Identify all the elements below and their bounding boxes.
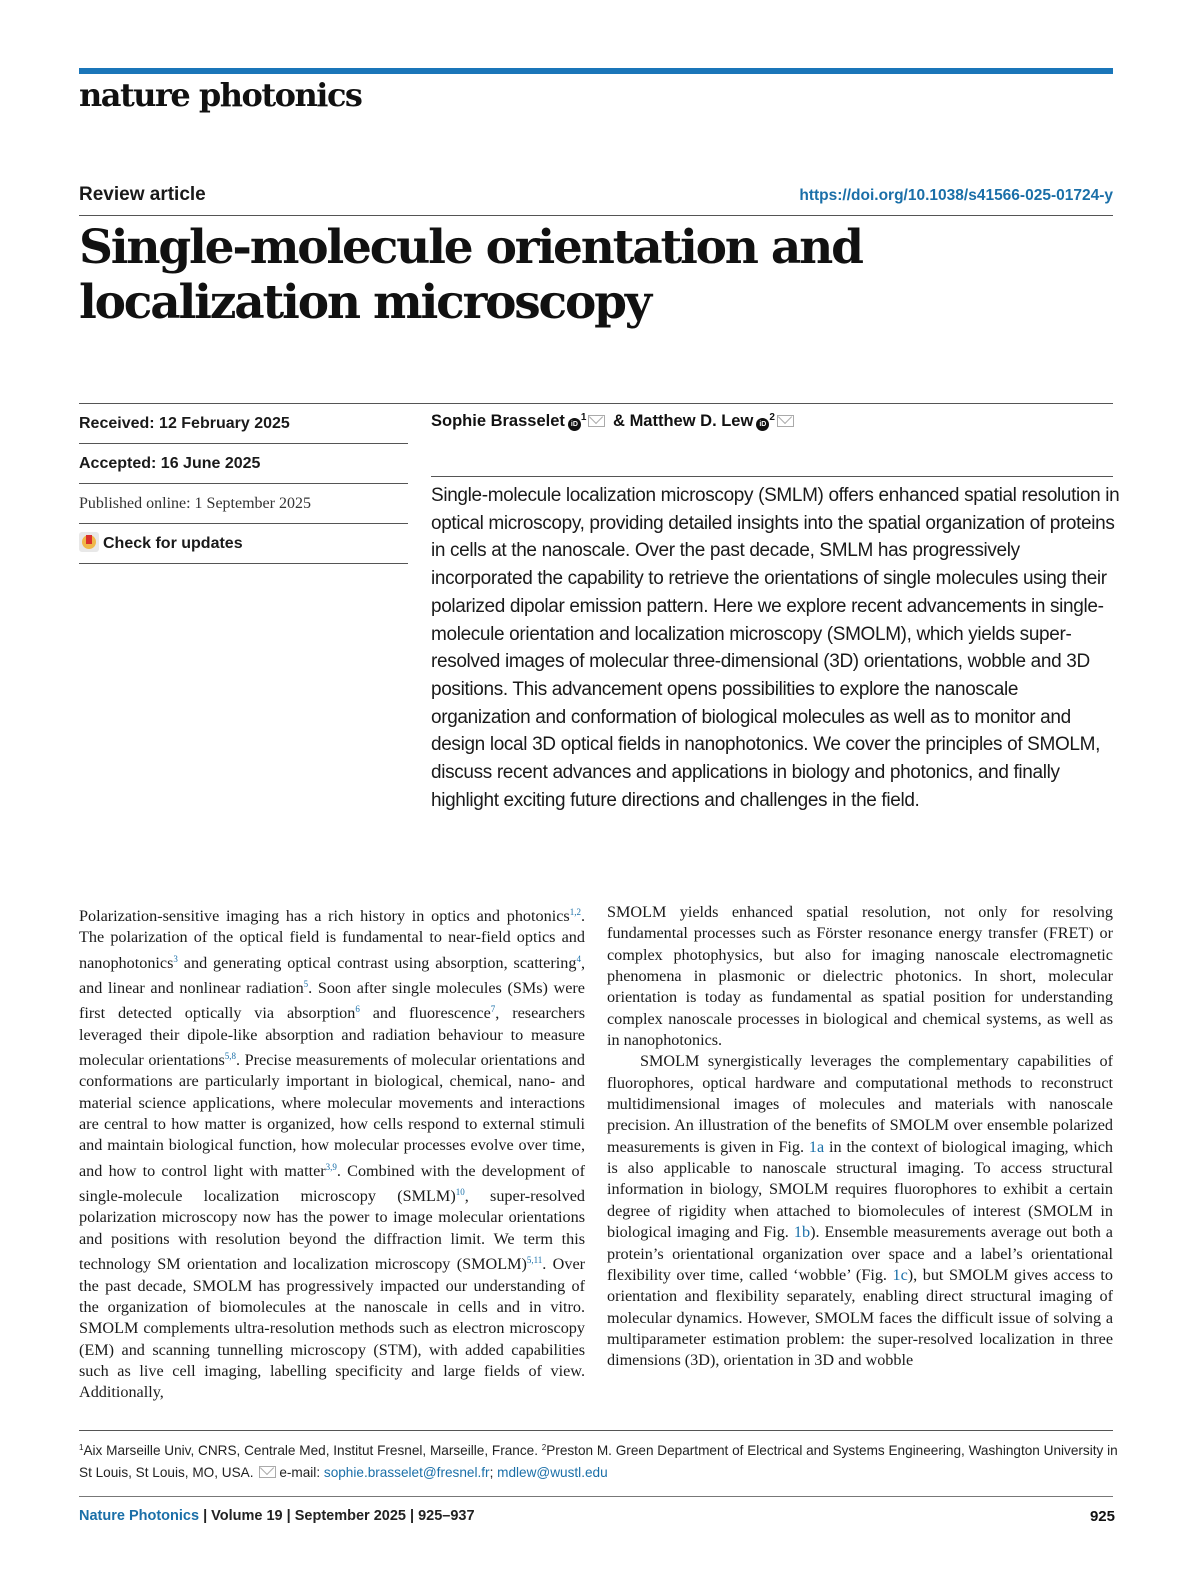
affiliation-marker: 1 xyxy=(580,412,587,423)
citation-link[interactable]: 6 xyxy=(355,1004,360,1015)
body-paragraph: SMOLM yields enhanced spatial resolution, not only for resolving fundamental processes such as Förster resonance energy transfer (FRET) or complex photophysics, but also for imaging nanoscale electromagnetic phenomena in plasmonic or dielectric photonics. In short, molecular orientation is today as fundamental as spatial position for understanding complex nanoscale processes in biological and chemical systems, as well as in nanophotonics. xyxy=(607,903,1113,1050)
header-divider xyxy=(79,215,1113,216)
received-date: Received: 12 February 2025 xyxy=(79,404,408,444)
author-name[interactable]: Sophie Brasselet xyxy=(431,412,565,430)
page-title xyxy=(79,220,979,330)
email-link[interactable]: sophie.brasselet@fresnel.fr xyxy=(323,1465,490,1480)
author-separator: & xyxy=(613,412,625,430)
body-column-right xyxy=(607,902,1113,1372)
citation-link[interactable]: 3 xyxy=(173,953,178,964)
author-list xyxy=(431,412,797,431)
title-line-1: Single-molecule orientation and xyxy=(79,220,862,275)
page-number: 925 xyxy=(1089,1508,1115,1525)
footer-citation: Nature Photonics | Volume 19 | September 2025 | 925–937 xyxy=(79,1508,475,1524)
body-paragraph: SMOLM synergistically leverages the complementary capabilities of fluorophores, optical hardware and computational methods to reconstruct multidimensional images of molecules and materials with nanoscale precision. An illustration of the benefits of SMOLM over ensemble polarized measurements is given in Fig. 1a in the context of biological imaging, which is also applicable to nanoscale structural imaging. To access structural information in biology, SMOLM requires fluorophores to exhibit a certain degree of rigidity when attached to biomolecules of interest (SMOLM in biological imaging and Fig. 1b). Ensemble measurements average out both a protein’s orientational organization over space and a label’s orientational flexibility over time, called ‘wobble’ (Fig. 1c), but SMOLM gives access to orientation and flexibility separately, enabling direct structural imaging of molecular dynamics. However, SMOLM faces the difficult issue of solving a multiparameter estimation problem: the super-resolved localization in three dimensions (3D), orientation in 3D and wobble xyxy=(607,1052,1114,1370)
article-type: Review article xyxy=(79,184,206,205)
published-date: Published online: 1 September 2025 xyxy=(79,484,408,524)
footer-divider xyxy=(79,1496,1113,1497)
accepted-date: Accepted: 16 June 2025 xyxy=(79,444,408,484)
journal-logo: nature photonics xyxy=(79,76,362,114)
citation-link[interactable]: 5,11 xyxy=(526,1255,543,1266)
abstract-divider xyxy=(431,476,1113,477)
body-paragraph: Polarization-sensitive imaging has a rich history in optics and photonics$^{1,2}$. The polarization of the optical field is fundamental to near-field optics and nanophotonics$^3$ and generating optical contrast using absorption, scattering$^4$, and linear and nonlinear radiation$^5$. Soon after single molecules (SMs) were first detected optically via absorption$^6$ and fluorescence$^7$, researchers leveraged their dipole-like absorption and radiation behaviour to measure molecular orientations$^{5,8}$. Precise measurements of molecular orientations and conformations are particularly important in biological, chemical, nano- and material science applications, where molecular movements and interactions are central to how matter is organized, how cells respond to external stimuli and maintain biological function, how molecular processes evolve over time, and how to control light with matter$^{3,9}$. Combined with the development of single-molecule localization microscopy (SMLM)$^{10}$, super-resolved polarization microscopy now has the power to image molecular orientations and positions with resolution beyond the diffraction limit. We term this technology SM orientation and localization microscopy (SMOLM)$^{5,11}$. Over the past decade, SMOLM has progressively impacted our understanding of the organization of biomolecules at the nanoscale in cells and in vitro. SMOLM complements ultra-resolution methods such as electron microscopy (EM) and scanning tunnelling microscopy (STM), with added capabilities such as live cell imaging, labelling specificity and large fields of view. Additionally, xyxy=(79,907,586,1402)
title-line-2: localization microscopy xyxy=(79,275,650,330)
orcid-icon[interactable]: iD xyxy=(756,418,769,431)
citation-link[interactable]: 1,2 xyxy=(569,907,581,917)
footnote-divider xyxy=(79,1430,1113,1431)
abstract: Single-molecule localization microscopy (SMLM) offers enhanced spatial resolution in optical microscopy, providing detailed insights into the spatial organization of proteins in cells at the nanoscale. Over the past decade, SMLM has progressively incorporated the capability to retrieve the orientations of single molecules using their polarized dipolar emission pattern. Here we explore recent advancements in single-molecule orientation and localization microscopy (SMOLM), which yields super-resolved images of molecular three-dimensional (3D) orientations, wobble and 3D positions. This advancement opens possibilities to explore the nanoscale organization and conformation of biological molecules as well as to monitor and design local 3D optical fields in nanophotonics. We cover the principles of SMOLM, discuss recent advances and applications in biology and photonics, and finally highlight exciting future directions and challenges in the field. xyxy=(431,485,1120,811)
figure-link[interactable]: 1a xyxy=(808,1137,825,1156)
email-link[interactable]: mdlew@wustl.edu xyxy=(497,1465,608,1480)
citation-link[interactable]: 5,8 xyxy=(224,1051,236,1062)
article-history xyxy=(79,404,408,564)
citation-link[interactable]: 5 xyxy=(303,979,309,990)
figure-link[interactable]: 1c xyxy=(892,1265,908,1284)
check-updates-icon xyxy=(79,532,99,552)
figure-link[interactable]: 1b xyxy=(793,1223,811,1242)
footer-journal-link[interactable]: Nature Photonics xyxy=(79,1508,200,1524)
author-name[interactable]: Matthew D. Lew xyxy=(629,412,754,430)
citation-link[interactable]: 10 xyxy=(455,1187,465,1198)
citation-link[interactable]: 4 xyxy=(576,953,581,964)
email-icon[interactable] xyxy=(777,415,794,427)
affiliations-footnote: $^1$Aix Marseille Univ, CNRS, Centrale Med, Institut Fresnel, Marseille, France. $^2$Preston M. Green Department of Electrical and Systems Engineering, Washington University in St Louis, St Louis, MO, USA. e-mail: sophie.brasselet@fresnel.fr; mdlew@wustl.edu xyxy=(79,1443,1118,1480)
citation-link[interactable]: 7 xyxy=(490,1004,496,1015)
email-icon[interactable] xyxy=(588,415,605,427)
check-updates-label: Check for updates xyxy=(103,535,243,552)
check-for-updates-button[interactable] xyxy=(79,524,408,564)
affiliation-marker: 2 xyxy=(769,412,775,423)
citation-link[interactable]: 3,9 xyxy=(325,1161,337,1172)
journal-accent-bar xyxy=(79,68,1113,74)
orcid-icon[interactable]: iD xyxy=(568,418,581,431)
email-icon xyxy=(259,1466,276,1478)
body-column-left xyxy=(79,902,585,1404)
doi-link[interactable]: https://doi.org/10.1038/s41566-025-01724-y xyxy=(799,187,1113,204)
